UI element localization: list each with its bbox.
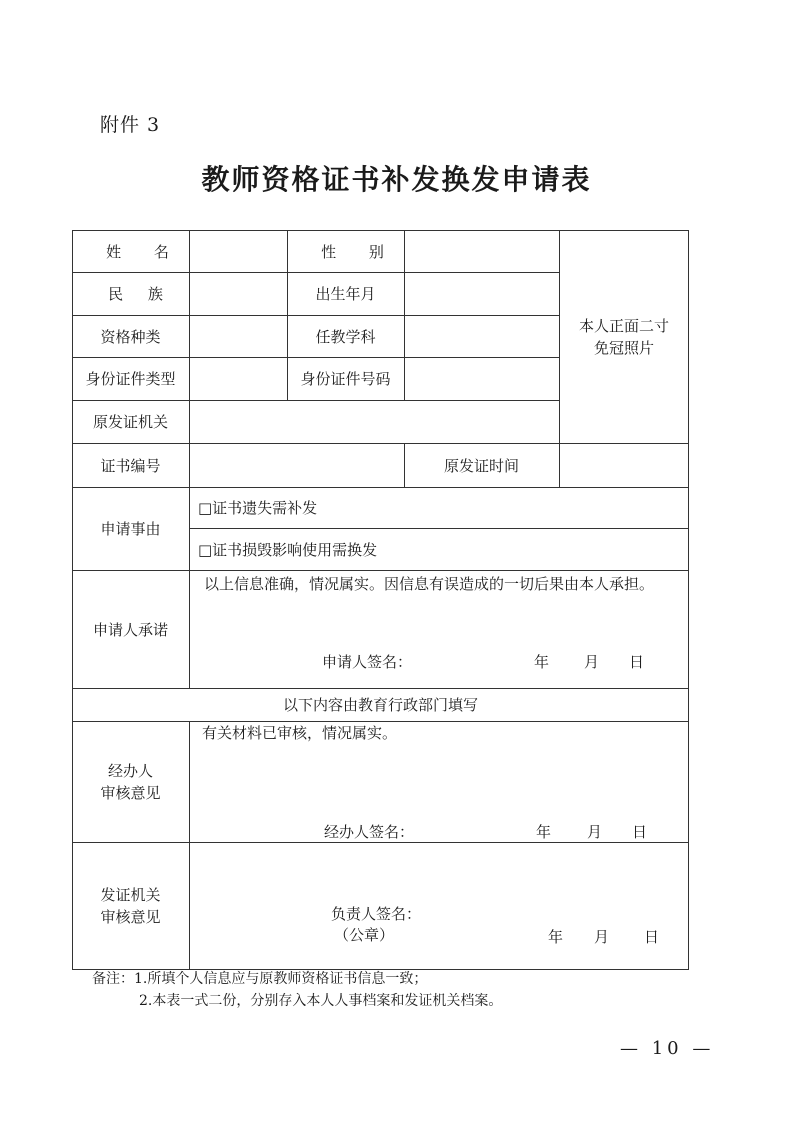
issuer-month-label: 月 (594, 928, 610, 946)
label-issuing-authority: 原发证机关 (92, 413, 168, 431)
label-applicant-promise: 申请人承诺 (92, 620, 168, 639)
label-ethnicity: 民 族 (108, 285, 173, 303)
issuer-label-line2: 审核意见 (100, 907, 161, 926)
option-damaged-certificate[interactable]: □证书损毁影响使用需换发 (198, 541, 378, 559)
attachment-label: 附件 3 (100, 114, 161, 136)
note-line-1: 备注：1.所填个人信息应与原教师资格证书信息一致； (92, 971, 428, 987)
label-issue-date: 原发证时间 (443, 456, 519, 475)
responsible-signature-label: 负责人签名： (331, 905, 422, 923)
handler-signature-label: 经办人签名： (324, 823, 415, 841)
form-notes (92, 968, 502, 1012)
handler-label-line1: 经办人 (107, 761, 153, 780)
applicant-signature-label: 申请人签名： (322, 653, 413, 671)
handler-review-statement: 有关材料已审核，情况属实。 (202, 724, 398, 742)
label-id-number: 身份证件号码 (300, 370, 391, 388)
note-line-2: 2.本表一式二份，分别存入本人人事档案和发证机关档案。 (139, 993, 503, 1009)
label-birth-date: 出生年月 (315, 285, 376, 303)
applicant-year-label: 年 (534, 653, 550, 671)
handler-label-line2: 审核意见 (100, 783, 161, 802)
label-certificate-type: 资格种类 (100, 327, 161, 346)
issuer-label-line1: 发证机关 (100, 885, 161, 904)
label-certificate-number: 证书编号 (100, 456, 161, 475)
page-number: — 10 — (620, 1038, 715, 1059)
label-gender: 性 别 (321, 242, 398, 261)
promise-statement: 以上信息准确，情况属实。因信息有误造成的一切后果由本人承担。 (204, 575, 655, 593)
label-handler-review (72, 721, 189, 842)
official-seal-label: （公章） (334, 926, 395, 944)
row-divider (189, 528, 689, 529)
option-lost-certificate[interactable]: □证书遗失需补发 (198, 499, 318, 517)
label-issuer-review (72, 842, 189, 969)
photo-label-line1: 本人正面二寸 (578, 316, 669, 335)
applicant-day-label: 日 (629, 653, 645, 671)
photo-label-line2: 免冠照片 (593, 338, 654, 357)
form-title: 教师资格证书补发换发申请表 (201, 163, 592, 196)
applicant-month-label: 月 (584, 653, 600, 671)
issuer-year-label: 年 (548, 928, 564, 946)
handler-year-label: 年 (536, 823, 552, 841)
issuer-day-label: 日 (644, 928, 660, 946)
photo-placeholder (559, 230, 689, 443)
handler-day-label: 日 (632, 823, 648, 841)
application-form-table (72, 230, 689, 970)
label-name: 姓 名 (106, 242, 183, 261)
label-application-reason: 申请事由 (100, 520, 161, 538)
handler-month-label: 月 (587, 823, 603, 841)
column-divider (189, 721, 190, 969)
label-teaching-subject: 任教学科 (315, 327, 376, 346)
department-section-header: 以下内容由教育行政部门填写 (282, 696, 478, 714)
label-id-type: 身份证件类型 (85, 370, 176, 388)
